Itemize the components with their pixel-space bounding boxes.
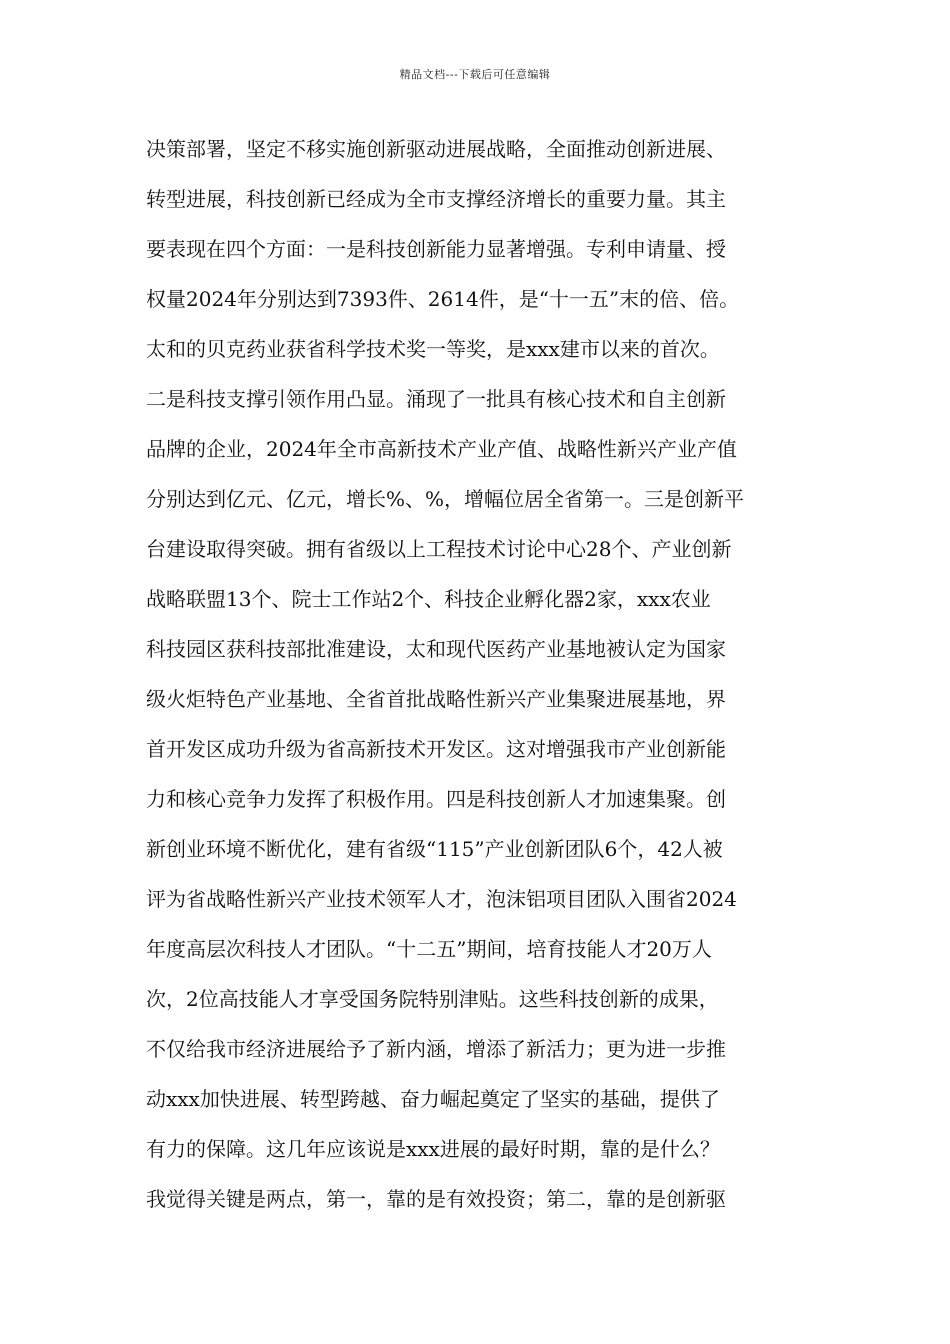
text-line: 科技园区获科技部批准建设，太和现代医药产业基地被认定为国家: [146, 637, 726, 661]
text-line: 太和的贝克药业获省科学技术奖一等奖，是xxx建市以来的首次。: [146, 337, 720, 361]
text-line: 评为省战略性新兴产业技术领军人才，泡沫铝项目团队入围省2024: [146, 887, 737, 911]
text-line: 分别达到亿元、亿元，增长%、%，增幅位居全省第一。三是创新平: [146, 487, 745, 511]
text-line: 动xxx加快进展、转型跨越、奋力崛起奠定了坚实的基础，提供了: [146, 1087, 720, 1111]
text-line: 有力的保障。这几年应该说是xxx进展的最好时期，靠的是什么？: [146, 1137, 720, 1161]
text-line: 要表现在四个方面：一是科技创新能力显著增强。专利申请量、授: [146, 237, 726, 261]
text-line: 级火炬特色产业基地、全省首批战略性新兴产业集聚进展基地，界: [146, 687, 726, 711]
text-line: 台建设取得突破。拥有省级以上工程技术讨论中心28个、产业创新: [146, 537, 732, 561]
text-line: 品牌的企业，2024年全市高新技术产业产值、战略性新兴产业产值: [146, 437, 737, 461]
text-line: 不仅给我市经济进展给予了新内涵，增添了新活力；更为进一步推: [146, 1037, 726, 1061]
text-line: 次，2位高技能人才享受国务院特别津贴。这些科技创新的成果，: [146, 987, 719, 1011]
text-line: 力和核心竞争力发挥了积极作用。四是科技创新人才加速集聚。创: [146, 787, 726, 811]
text-line: 转型进展，科技创新已经成为全市支撑经济增长的重要力量。其主: [146, 187, 726, 211]
text-line: 首开发区成功升级为省高新技术开发区。这对增强我市产业创新能: [146, 737, 726, 761]
text-line: 战略联盟13个、院士工作站2个、科技企业孵化器2家，xxx农业: [146, 587, 711, 611]
body-text: [146, 130, 836, 1230]
text-line: 二是科技支撑引领作用凸显。涌现了一批具有核心技术和自主创新: [146, 387, 726, 411]
text-line: 决策部署，坚定不移实施创新驱动进展战略，全面推动创新进展、: [146, 137, 726, 161]
page-header: 精品文档---下载后可任意编辑: [399, 68, 551, 81]
text-line: 权量2024年分别达到7393件、2614件，是“十一五”末的倍、倍。: [146, 287, 740, 311]
text-line: 我觉得关键是两点，第一，靠的是有效投资；第二，靠的是创新驱: [146, 1187, 726, 1211]
text-line: 年度高层次科技人才团队。“十二五”期间，培育技能人才20万人: [146, 937, 712, 961]
text-line: 新创业环境不断优化，建有省级“115”产业创新团队6个，42人被: [146, 837, 723, 861]
